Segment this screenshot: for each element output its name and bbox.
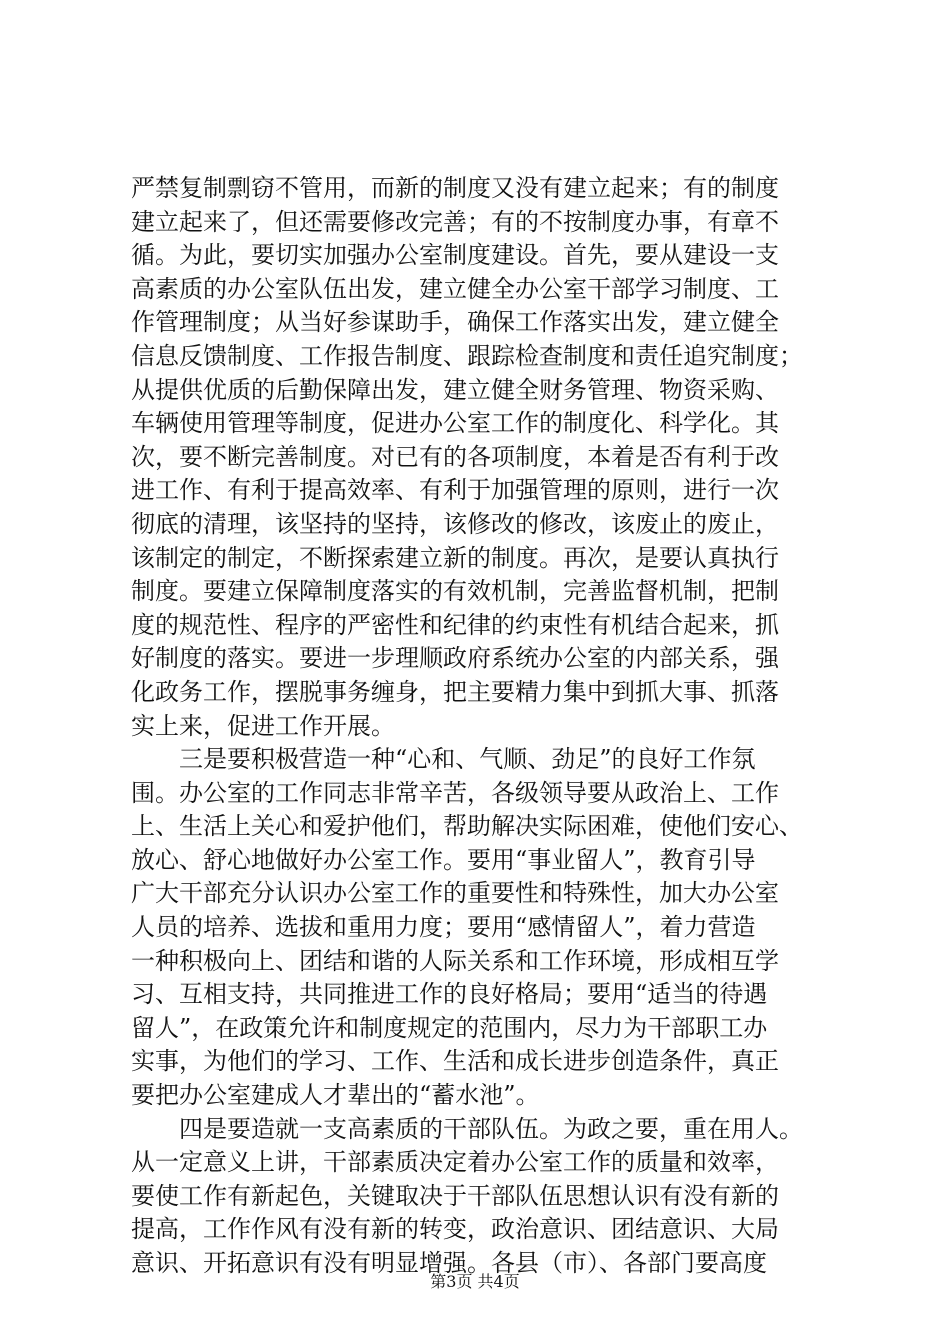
- text-line: 广大干部充分认识办公室工作的重要性和特殊性，加大办公室: [131, 879, 779, 908]
- page-footer: 第3页 共4页: [430, 1272, 520, 1291]
- text-line: 严禁复制剽窃不管用，而新的制度又没有建立起来；有的制度: [131, 174, 779, 202]
- text-line: 三是要积极营造一种“心和、气顺、劲足”的良好工作氛: [131, 745, 756, 774]
- text-line: 信息反馈制度、工作报告制度、跟踪检查制度和责任追究制度；: [131, 341, 803, 370]
- text-line: 要把办公室建成人才辈出的“蓄水池”。: [131, 1081, 540, 1110]
- text-line: 要使工作有新起色，关键取决于干部队伍思想认识有没有新的: [131, 1181, 779, 1210]
- text-line: 车辆使用管理等制度，促进办公室工作的制度化、科学化。其: [131, 409, 779, 438]
- text-line: 循。为此，要切实加强办公室制度建设。首先，要从建设一支: [131, 241, 779, 270]
- text-line: 从提供优质的后勤保障出发，建立健全财务管理、物资采购、: [131, 375, 779, 404]
- text-line: 从一定意义上讲，干部素质决定着办公室工作的质量和效率，: [131, 1148, 779, 1177]
- text-line: 彻底的清理，该坚持的坚持，该修改的修改，该废止的废止，: [131, 509, 779, 538]
- text-line: 实事，为他们的学习、工作、生活和成长进步创造条件，真正: [131, 1047, 779, 1076]
- text-line: 化政务工作，摆脱事务缠身，把主要精力集中到抓大事、抓落: [131, 677, 779, 706]
- text-line: 上、生活上关心和爱护他们，帮助解决实际困难，使他们安心、: [131, 812, 803, 841]
- text-line: 人员的培养、选拔和重用力度；要用“感情留人”，着力营造: [131, 913, 756, 942]
- text-line: 该制定的制定，不断探索建立新的制度。再次，是要认真执行: [131, 543, 779, 572]
- text-line: 进工作、有利于提高效率、有利于加强管理的原则，进行一次: [131, 476, 779, 505]
- text-line: 作管理制度；从当好参谋助手，确保工作落实出发，建立健全: [131, 308, 779, 337]
- body-text: [131, 172, 851, 1281]
- text-line: 一种积极向上、团结和谐的人际关系和工作环境，形成相互学: [131, 946, 779, 975]
- text-line: 次，要不断完善制度。对已有的各项制度，本着是否有利于改: [131, 442, 779, 471]
- text-line: 放心、舒心地做好办公室工作。要用“事业留人”，教育引导: [131, 845, 756, 874]
- text-line: 实上来，促进工作开展。: [131, 711, 395, 740]
- text-line: 留人”，在政策允许和制度规定的范围内，尽力为干部职工办: [131, 1013, 768, 1042]
- text-line: 四是要造就一支高素质的干部队伍。为政之要，重在用人。: [131, 1114, 803, 1143]
- text-line: 建立起来了，但还需要修改完善；有的不按制度办事，有章不: [131, 207, 779, 236]
- text-line: 制度。要建立保障制度落实的有效机制，完善监督机制，把制: [131, 577, 779, 606]
- text-line: 围。办公室的工作同志非常辛苦，各级领导要从政治上、工作: [131, 778, 779, 807]
- text-line: 提高，工作作风有没有新的转变，政治意识、团结意识、大局: [131, 1215, 779, 1244]
- text-line: 高素质的办公室队伍出发，建立健全办公室干部学习制度、工: [131, 274, 779, 303]
- text-line: 度的规范性、程序的严密性和纪律的约束性有机结合起来，抓: [131, 610, 779, 639]
- text-line: 好制度的落实。要进一步理顺政府系统办公室的内部关系，强: [131, 644, 779, 673]
- text-line: 意识、开拓意识有没有明显增强。各县（市）、各部门要高度: [131, 1249, 767, 1277]
- text-line: 习、互相支持，共同推进工作的良好格局；要用“适当的待遇: [131, 980, 768, 1009]
